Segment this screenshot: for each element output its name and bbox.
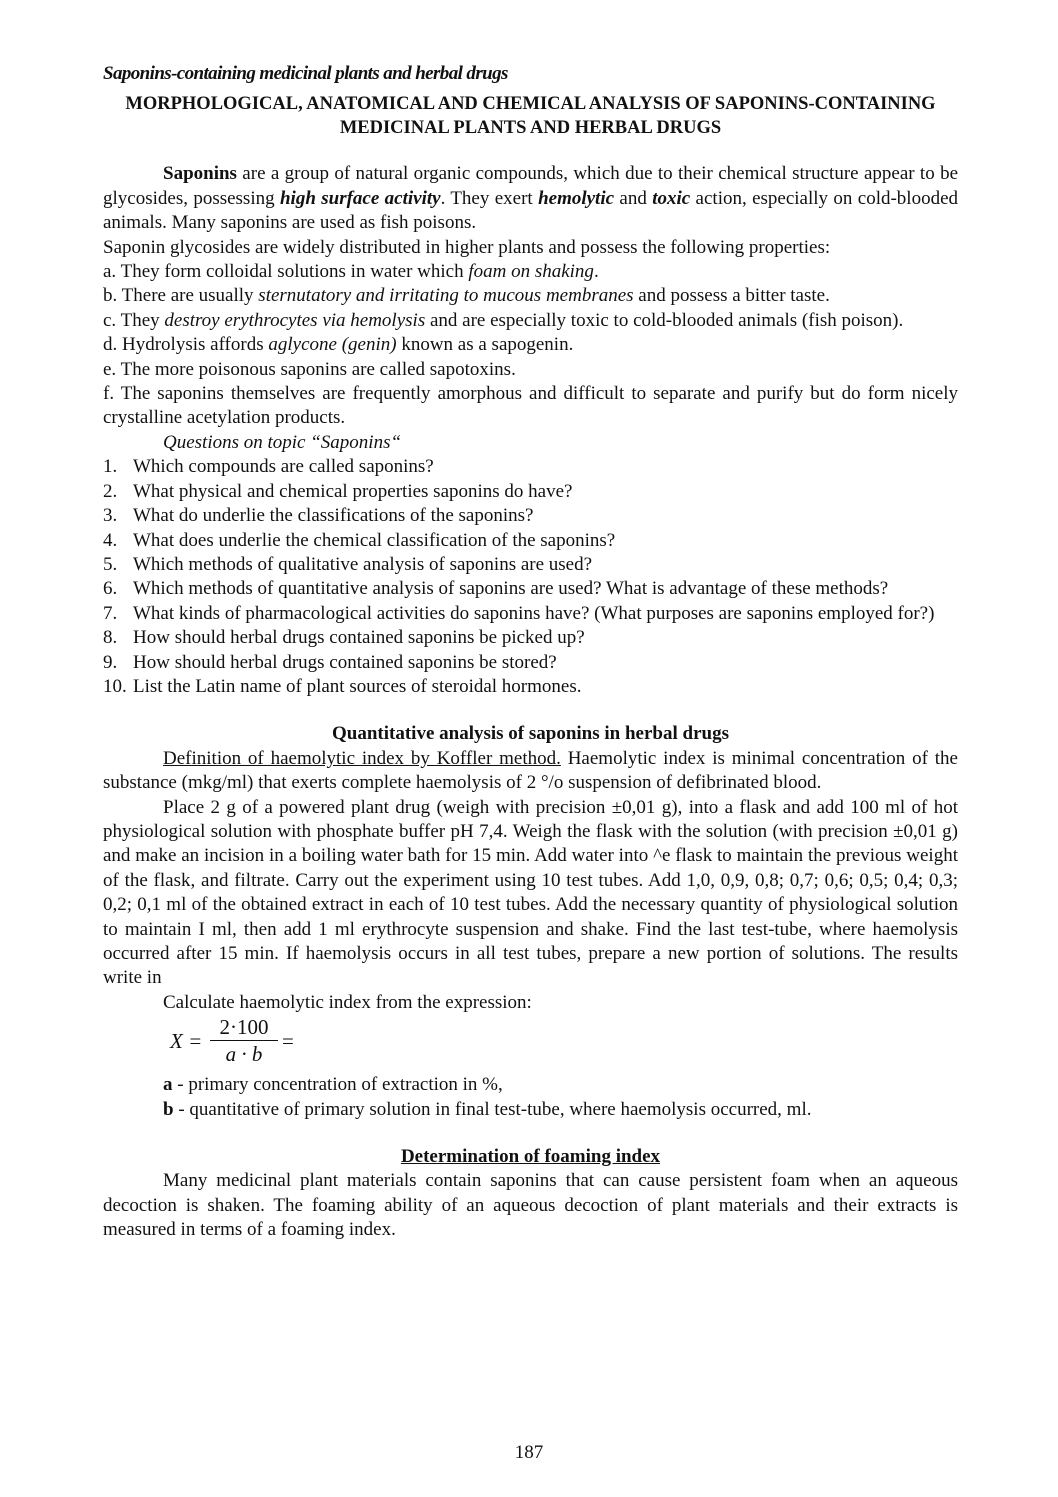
- list-item: 7. What kinds of pharmacological activities do saponins have? (What purposes are saponins employed for?): [103, 602, 935, 624]
- formula-lhs: X =: [170, 1029, 203, 1054]
- properties-lead: Saponin glycosides are widely distributed in higher plants and possess the following properties:: [103, 236, 831, 258]
- list-item: 1. Which compounds are called saponins?: [103, 456, 434, 478]
- emphasis-high-surface-activity: high surface activity: [279, 187, 441, 209]
- definition-text: Haemolytic index is minimal concentration of the substance (mkg/ml) that exerts complete haemolysis of 2 °/o suspension of defibrinated blood.: [103, 747, 958, 794]
- list-item: 8. How should herbal drugs contained saponins be picked up?: [103, 627, 585, 649]
- intro-text-2: . They exert: [440, 187, 539, 209]
- section-title-quantitative: Quantitative analysis of saponins in herbal drugs: [332, 723, 729, 745]
- definition-paragraph: [103, 747, 958, 796]
- questions-list: [103, 455, 958, 699]
- property-f: f. The saponins themselves are frequently amorphous and difficult to separate and purify but do form nicely crystalline acetylation products.: [103, 383, 958, 429]
- property-e: e. The more poisonous saponins are called sapotoxins.: [103, 358, 516, 380]
- formula-numerator: 2·100: [210, 1015, 278, 1041]
- intro-text-4: action, especially on cold-blooded animals. Many saponins are used as fish poisons.: [103, 187, 959, 234]
- intro-paragraph: [103, 162, 958, 235]
- haemolytic-index-formula: [170, 1015, 958, 1073]
- list-item: 9. How should herbal drugs contained saponins be stored?: [103, 651, 557, 673]
- procedure-paragraph: Place 2 g of a powered plant drug (weigh with precision ±0,01 g), into a flask and add 100 ml of hot physiological solution with phosphate buffer pH 7,4. Weigh the flask with the solution (with precision ±0,01 g) and make an incision in a boiling water bath for 15 min. Add water into ^e flask to maintain the previous weight of the flask, and filtrate. Carry out the experiment using 10 test tubes. Add 1,0, 0,9, 0,8; 0,7; 0,6; 0,5; 0,4; 0,3; 0,2; 0,1 ml of the obtained extract in each of 10 test tubes. Add the necessary quantity of physiological solution to maintain I ml, then add 1 ml erythrocyte suspension and shake. Find the last test-tube, where haemolysis occurred after 15 min. If haemolysis occurs in all test tubes, prepare a new portion of solutions. The results write in: [103, 796, 958, 989]
- definition-label: Definition of haemolytic index by Koffler method.: [163, 747, 561, 769]
- intro-text-1: are a group of natural organic compounds, which due to their chemical structure appear to be glycosides, possessing: [103, 163, 958, 209]
- formula-rhs: =: [282, 1029, 294, 1054]
- calculation-lead: Calculate haemolytic index from the expression:: [163, 991, 532, 1013]
- emphasis-toxic: toxic: [652, 187, 691, 209]
- list-item: 5. Which methods of qualitative analysis of saponins are used?: [103, 553, 593, 575]
- questions-heading: Questions on topic “Saponins“: [163, 431, 402, 453]
- property-a: a. They form colloidal solutions in water which foam on shaking.: [103, 261, 599, 283]
- list-item: 10. List the Latin name of plant sources of steroidal hormones.: [103, 675, 582, 697]
- page-title: MORPHOLOGICAL, ANATOMICAL AND CHEMICAL ANALYSIS OF SAPONINS-CONTAINING MEDICINAL PLANTS AND HERBAL DRUGS: [125, 94, 936, 139]
- term-saponins: Saponins: [163, 163, 237, 185]
- list-item: 2. What physical and chemical properties saponins do have?: [103, 480, 573, 502]
- property-d: d. Hydrolysis affords aglycone (genin) known as a sapogenin.: [103, 334, 574, 356]
- running-head: Saponins-containing medicinal plants and herbal drugs: [103, 63, 508, 84]
- formula-fraction: [210, 1015, 278, 1067]
- emphasis-hemolytic: hemolytic: [538, 187, 615, 209]
- section-title-foaming: Determination of foaming index: [400, 1146, 661, 1168]
- intro-text-3: and: [614, 187, 653, 209]
- page-content: [103, 62, 958, 1243]
- page-number: 187: [514, 1442, 544, 1463]
- list-item: 3. What do underlie the classifications of the saponins?: [103, 505, 534, 527]
- list-item: 6. Which methods of quantitative analysis of saponins are used? What is advantage of these methods?: [103, 578, 889, 600]
- foaming-paragraph: Many medicinal plant materials contain saponins that can cause persistent foam when an aqueous decoction is shaken. The foaming ability of an aqueous decoction of plant materials and their extracts is measured in terms of a foaming index.: [103, 1170, 958, 1241]
- list-item: 4. What does underlie the chemical classification of the saponins?: [103, 529, 616, 551]
- formula-denominator: a · b: [225, 1042, 263, 1067]
- property-c: c. They destroy erythrocytes via hemolysis and are especially toxic to cold-blooded animals (fish poison).: [103, 309, 904, 331]
- property-b: b. There are usually sternutatory and irritating to mucous membranes and possess a bitter taste.: [103, 285, 830, 307]
- variable-b-definition: b - quantitative of primary solution in final test-tube, where haemolysis occurred, ml.: [163, 1098, 812, 1120]
- variable-a-definition: a - primary concentration of extraction in %,: [163, 1074, 503, 1096]
